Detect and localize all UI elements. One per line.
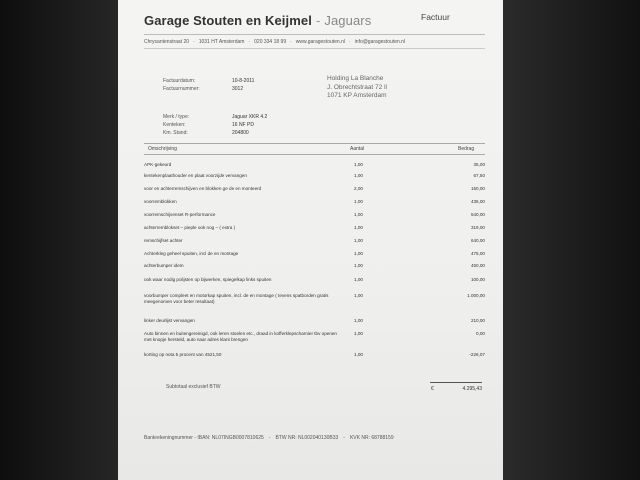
row-quantity: 1,00 bbox=[354, 225, 363, 230]
header-amount: Bedrag bbox=[458, 146, 475, 152]
vehicle-km-value: 204800 bbox=[232, 130, 249, 136]
row-description: voorremblokken bbox=[144, 199, 177, 204]
footer-kvk: KVK NR: 68788159 bbox=[349, 435, 394, 441]
background-right bbox=[503, 0, 640, 480]
contact-street: Chrysantenstraat 20 bbox=[144, 39, 190, 45]
row-quantity: 1,00 bbox=[354, 352, 363, 357]
row-description: Achterkleg geheel spuiten, incl de en montage bbox=[144, 251, 239, 256]
table-header-rule bbox=[144, 154, 485, 155]
row-amount: -226,07 bbox=[469, 352, 485, 357]
row-description: achterbumper idem bbox=[144, 263, 184, 268]
row-description: voorremschijvenset R-performance bbox=[144, 212, 216, 217]
contact-postcode: 1031 HT Amsterdam bbox=[198, 39, 245, 45]
subtotal-currency: € bbox=[431, 386, 434, 392]
row-amount: 150,00 bbox=[470, 186, 485, 191]
contact-divider: - bbox=[290, 39, 292, 45]
customer-street: J. Obrechtstraat 72 ll bbox=[327, 83, 387, 91]
table-top-rule bbox=[144, 143, 485, 144]
invoice-date-label: Factuurdatum: bbox=[163, 78, 196, 84]
contact-divider: - bbox=[248, 39, 251, 45]
contact-website: www.garagestouten.nl bbox=[295, 39, 345, 45]
contact-phone: 020 334 18 99 bbox=[254, 39, 287, 45]
company-name: Garage Stouten en Keijmel bbox=[144, 13, 312, 28]
row-amount: 319,00 bbox=[470, 225, 485, 230]
footer-bank: Bankrekeningnummer - IBAN: NL07INGB0007810625 bbox=[144, 435, 264, 441]
customer-address bbox=[327, 75, 387, 101]
subtotal-rule bbox=[430, 382, 482, 383]
row-quantity: 1,00 bbox=[354, 199, 363, 204]
row-description: APK-gekeurd bbox=[144, 162, 172, 167]
row-quantity: 1,00 bbox=[354, 318, 363, 323]
row-amount: 0,00 bbox=[476, 331, 485, 336]
brand-name: Jaguars bbox=[324, 13, 372, 28]
header-quantity: Aantal bbox=[350, 146, 365, 152]
row-quantity: 1,00 bbox=[354, 263, 363, 268]
subtotal-value: 4.295,43 bbox=[462, 386, 482, 392]
customer-name: Holding La Blanche bbox=[327, 75, 384, 82]
footer bbox=[144, 435, 485, 441]
customer-city: 1071 KP Amsterdam bbox=[327, 92, 387, 99]
row-description: Auto binnen en buitengereinigd, ook leren stoelen etc., draad in kofferklepscharnier tbv openen met knopje hersteld, auto naar adres klant brengen bbox=[144, 331, 337, 342]
row-amount: 540,00 bbox=[470, 212, 485, 217]
invoice-page bbox=[118, 0, 503, 480]
vehicle-make-value: Jaguar XKR 4.2 bbox=[232, 114, 268, 120]
row-description: korting op nota 5 procent van 4521,50 bbox=[144, 352, 222, 357]
row-description: linker deurlijst vervangen bbox=[144, 318, 195, 323]
row-amount: 450,00 bbox=[470, 263, 485, 268]
row-amount: 435,00 bbox=[470, 199, 485, 204]
row-quantity: 1,00 bbox=[354, 162, 363, 167]
row-quantity: 1,00 bbox=[354, 277, 363, 282]
contact-line bbox=[144, 39, 485, 45]
contact-email: info@garagestouten.nl bbox=[354, 39, 406, 45]
row-description: voorbumper compleet en motorkap spuiten, incl. de en montage ( tevens spatborden gratis meegenomen voor beter resultaat) bbox=[144, 293, 329, 304]
row-amount: 1.000,00 bbox=[467, 293, 485, 298]
invoice-number-value: 3012 bbox=[232, 86, 244, 92]
vehicle-plate-value: 16 NF PD bbox=[232, 122, 254, 128]
row-description: kentekenplaathouder en plaat voorzijde vervangen bbox=[144, 173, 247, 178]
row-amount: 100,00 bbox=[470, 277, 485, 282]
company-heading bbox=[144, 13, 371, 28]
row-amount: 35,00 bbox=[473, 162, 485, 167]
contact-divider: - bbox=[193, 39, 195, 45]
row-amount: 210,00 bbox=[470, 318, 485, 323]
row-quantity: 1,00 bbox=[354, 331, 363, 336]
row-quantity: 1,00 bbox=[354, 293, 363, 298]
vehicle-km-label: Km. Stand: bbox=[163, 130, 188, 136]
contact-divider-line bbox=[144, 48, 485, 49]
row-amount: 475,00 bbox=[470, 251, 485, 256]
subtotal-label: Subtotaal exclusief BTW bbox=[166, 384, 221, 390]
document-title: Factuur bbox=[421, 12, 450, 22]
row-amount: 67,50 bbox=[473, 173, 485, 178]
background-left bbox=[0, 0, 118, 480]
contact-divider: - bbox=[349, 39, 351, 45]
row-quantity: 1,00 bbox=[354, 212, 363, 217]
row-description: remschijfset achter bbox=[144, 238, 183, 243]
footer-divider: - bbox=[343, 435, 345, 441]
footer-vat: BTW NR: NL002040130B33 bbox=[275, 435, 339, 441]
row-amount: 640,00 bbox=[470, 238, 485, 243]
vehicle-make-label: Merk / type: bbox=[163, 114, 190, 120]
vehicle-plate-label: Kenteken: bbox=[163, 122, 186, 128]
row-quantity: 1,00 bbox=[354, 251, 363, 256]
row-quantity: 1,00 bbox=[354, 173, 363, 178]
header-description: Omschrijving bbox=[148, 146, 177, 152]
footer-divider: - bbox=[268, 435, 271, 441]
brand-separator: - bbox=[315, 13, 321, 28]
invoice-date-value: 10-8-2011 bbox=[232, 78, 255, 84]
row-description: ook waar nodig polijsten op bijwerken, spiegelkap links spuiten bbox=[144, 277, 272, 282]
invoice-number-label: Factuurnummer: bbox=[163, 86, 200, 92]
row-description: achterremblokset – pieple ook nog – ( extra ) bbox=[144, 225, 236, 230]
row-description: voor en achterremschijven en blokken ge de en monteerd bbox=[144, 186, 262, 191]
row-quantity: 1,00 bbox=[354, 238, 363, 243]
header-divider bbox=[144, 34, 485, 35]
row-quantity: 2,00 bbox=[354, 186, 363, 191]
